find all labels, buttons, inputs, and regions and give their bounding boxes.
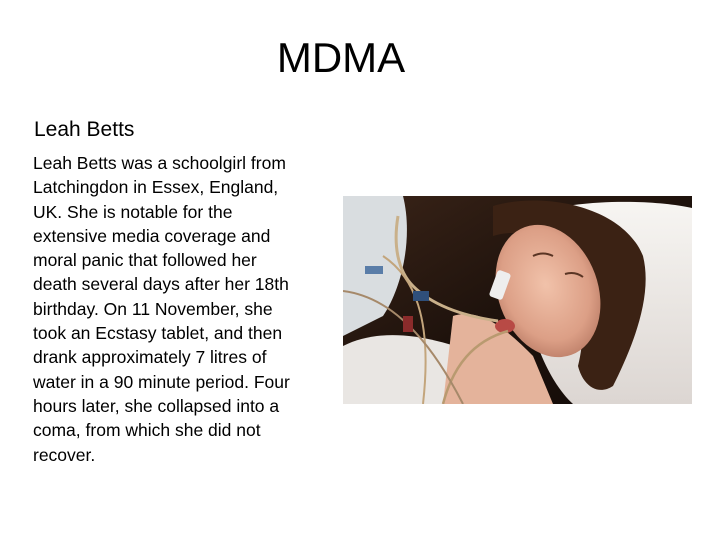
- hospital-photo: [343, 196, 692, 404]
- slide-title: MDMA: [276, 34, 406, 81]
- slide-subheading: Leah Betts: [34, 118, 135, 141]
- hospital-photo-illustration: [343, 196, 692, 404]
- body-paragraph: Leah Betts was a schoolgirl from Latchingdon in Essex, England, UK. She is notable for the extensive media coverage and moral panic that followed her death several days after her 18th birthday. On 11 November, she took an Ecstasy tablet, and then drank approximately 7 litres of water in a 90 minute period. Four hours later, she collapsed into a coma, from which she did not recover.: [33, 153, 290, 465]
